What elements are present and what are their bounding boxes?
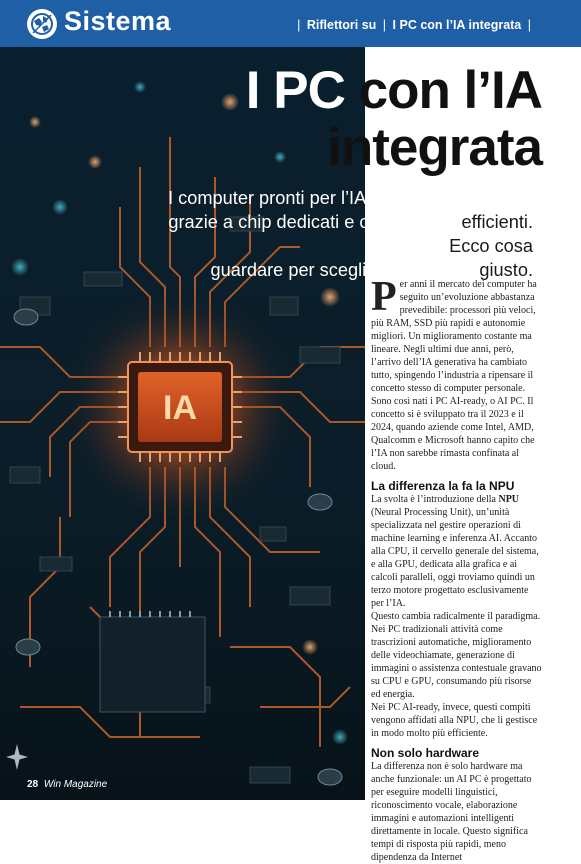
npu-bold-term: NPU bbox=[498, 494, 520, 505]
paragraph-hardware: La differenza non è solo hardware ma anche funzionale: un AI PC è progettato per eseguire modelli linguistici, riconoscimento vocale, elaborazione immagini e automazioni intelligenti direttamente in locale. Questo significa tempi di risposta più rapidi, meno dipendenza da Internet bbox=[371, 761, 532, 863]
drop-cap: P bbox=[371, 274, 397, 320]
breadcrumb bbox=[294, 18, 534, 32]
breadcrumb-separator: | bbox=[382, 18, 387, 32]
subtitle-line1: I computer pronti per l’IA cambiano il mercato bbox=[168, 188, 533, 208]
intro-paragraph bbox=[371, 274, 542, 473]
section-heading-hardware: Non solo hardware bbox=[371, 746, 480, 760]
section-header-bar bbox=[0, 0, 581, 47]
breadcrumb-separator: | bbox=[527, 18, 531, 32]
article-body bbox=[371, 274, 542, 864]
subtitle-line3-part1: guardare per scegliere il modello bbox=[210, 260, 475, 280]
breadcrumb-separator: | bbox=[297, 18, 301, 32]
paragraph-paradigm: Questo cambia radicalmente il paradigma. Nei PC tradizionali attività come trascrizioni automatiche, miglioramento delle videochiamate, generazione di immagini o assistenza contestuale gravano su CPU e GPU, consumando più risorse ed energia. bbox=[371, 611, 542, 700]
chip-label: IA bbox=[163, 389, 197, 427]
page-number: 28 bbox=[27, 779, 39, 790]
breadcrumb-item-article: I PC con l’IA integrata bbox=[392, 18, 522, 32]
subtitle-line3-part2: giusto. bbox=[479, 260, 533, 280]
paragraph-npu-text-b: (Neural Processing Unit), un’unità specializzata nel gestire operazioni di machine learning e inferenza AI. Accanto alla CPU, il cervello generale del sistema, e alla GPU, dedicata alla grafica e ai calcoli paralleli, oggi troviamo quindi un terzo motore progettato esclusivamente per l’IA. bbox=[371, 507, 539, 609]
globe-icon bbox=[27, 9, 57, 39]
magazine-name: Win Magazine bbox=[43, 779, 108, 790]
intro-text: er anni il mercato dei computer ha seguito un’evoluzione abbastanza prevedibile: processori più veloci, più RAM, SSD più rapidi e autonomie migliori. Un miglioramento costante ma lineare. Negli ultimi due anni, però, l’arrivo dell’IA generativa ha cambiato tutto, spingendo l’industria a ripensare il concetto stesso di computer personale. Sono così nati i PC AI-ready, o AI PC. Il concetto si è sviluppato tra il 2023 e il 2024, quando aziende come Intel, AMD, Qualcomm e Microsoft hanno capito che l’IA non sarebbe rimasta confinata al cloud. bbox=[371, 279, 537, 472]
page-footer bbox=[27, 779, 107, 790]
section-title: Sistema bbox=[64, 6, 172, 36]
title-line1-part1: I PC bbox=[245, 61, 345, 120]
breadcrumb-item-riflettori: Riflettori su bbox=[306, 18, 377, 32]
subtitle-line2-part2: efficienti. Ecco cosa bbox=[449, 212, 533, 256]
sparkle-star-icon bbox=[6, 744, 28, 775]
article-title bbox=[170, 62, 542, 176]
paragraph-ai-ready: Nei PC AI-ready, invece, questi compiti vengono affidati alla NPU, che li gestisce in modo molto più efficiente. bbox=[371, 702, 538, 739]
paragraph-npu bbox=[371, 493, 542, 610]
article-subtitle bbox=[150, 186, 533, 282]
subtitle-line2-part1: grazie a chip dedicati e consumi più bbox=[168, 212, 457, 232]
title-line2: integrata bbox=[327, 118, 542, 177]
paragraph-npu-text-a: La svolta è l’introduzione della bbox=[371, 494, 499, 505]
title-line1-part2: con l’IA bbox=[358, 61, 542, 120]
section-heading-npu: La differenza la fa la NPU bbox=[371, 479, 515, 493]
